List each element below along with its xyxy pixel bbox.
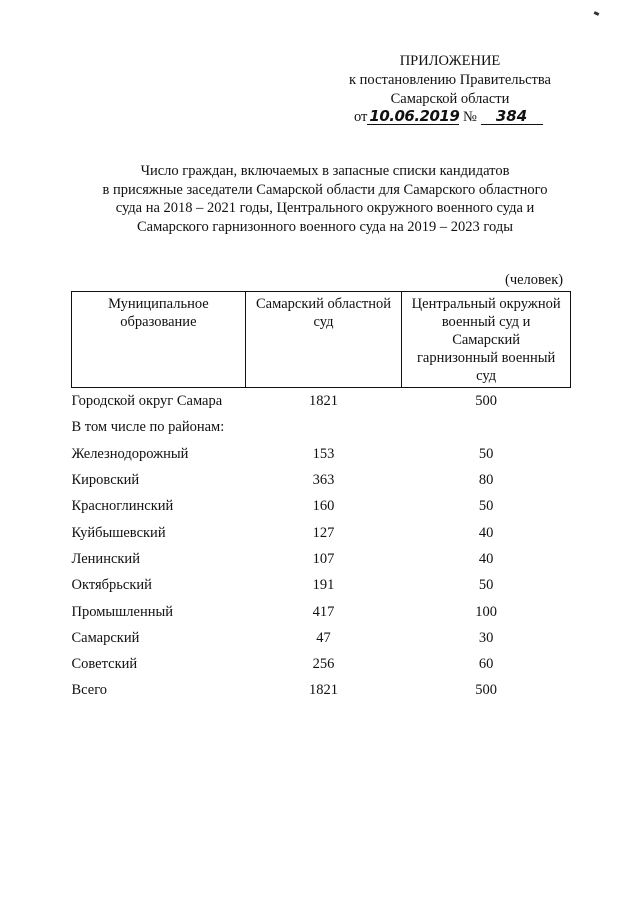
row-regional-value: 363 xyxy=(312,472,335,489)
table-row xyxy=(72,651,571,677)
row-name: Советский xyxy=(71,656,138,673)
row-name: Промышленный xyxy=(71,603,173,620)
row-military-value: 40 xyxy=(478,524,494,541)
row-military-value: 500 xyxy=(475,393,497,410)
appendix-line-resolution: к постановлению Правительства xyxy=(349,72,551,88)
row-name: Красноглинский xyxy=(71,498,174,515)
row-regional-value xyxy=(245,414,401,440)
row-name: Ленинский xyxy=(71,550,140,567)
title-line-3: суда на 2018 – 2021 годы, Центрального окружного военного суда и xyxy=(115,200,535,216)
number-sign: № xyxy=(463,109,477,125)
appendix-line-region: Самарской области xyxy=(390,91,510,107)
row-military-value: 100 xyxy=(475,603,497,620)
row-name: В том числе по районам: xyxy=(71,419,225,436)
header-municipality: Муниципальное образование xyxy=(72,292,246,388)
row-regional-value: 1821 xyxy=(309,682,339,699)
row-regional-value: 153 xyxy=(312,445,335,462)
header-military-courts: Центральный окружной военный суд и Самарский гарнизонный военный суд xyxy=(402,292,571,388)
row-military-value: 40 xyxy=(478,550,494,567)
title-line-2: в присяжные заседатели Самарской области для Самарского областного xyxy=(102,181,548,198)
units-label: (человек) xyxy=(505,272,564,288)
row-regional-value: 160 xyxy=(312,498,335,515)
header-regional-court: Самарский областной суд xyxy=(245,292,401,388)
appendix-block xyxy=(330,52,570,109)
row-military-value: 80 xyxy=(478,472,494,489)
row-military-value: 30 xyxy=(478,629,494,646)
date-prefix: от xyxy=(354,109,368,125)
table-row xyxy=(72,519,571,545)
table-row xyxy=(72,414,571,440)
row-regional-value: 127 xyxy=(312,524,335,541)
row-regional-value: 256 xyxy=(312,656,335,673)
row-military-value: 50 xyxy=(478,445,494,462)
row-name: Самарский xyxy=(71,629,140,646)
table-row xyxy=(72,441,571,467)
scan-mark xyxy=(594,11,600,16)
handwritten-number: 384 xyxy=(481,108,543,125)
row-name: Кировский xyxy=(71,472,140,489)
table-header-row xyxy=(72,292,571,388)
row-military-value: 500 xyxy=(475,682,497,699)
table-row xyxy=(72,546,571,572)
resolution-date-number xyxy=(354,108,543,127)
row-military-value: 50 xyxy=(478,498,494,515)
row-name: Железнодорожный xyxy=(71,445,189,462)
row-military-value xyxy=(402,414,571,440)
table-row xyxy=(72,467,571,493)
title-line-1: Число граждан, включаемых в запасные списки кандидатов xyxy=(140,163,510,179)
row-military-value: 50 xyxy=(478,577,494,594)
row-name: Городской округ Самара xyxy=(71,393,223,410)
appendix-title: ПРИЛОЖЕНИЕ xyxy=(399,53,501,69)
table-row xyxy=(72,625,571,651)
table-row xyxy=(72,388,571,415)
row-military-value: 60 xyxy=(478,656,494,673)
row-regional-value: 417 xyxy=(312,603,335,620)
table-row-total xyxy=(72,677,571,703)
row-regional-value: 191 xyxy=(312,577,335,594)
row-regional-value: 1821 xyxy=(309,393,339,410)
table-row xyxy=(72,572,571,598)
row-regional-value: 107 xyxy=(312,550,335,567)
row-regional-value: 47 xyxy=(316,629,331,646)
handwritten-date: 10.06.2019 xyxy=(369,107,460,125)
row-name: Куйбышевский xyxy=(71,524,166,541)
jurors-table xyxy=(71,291,571,704)
row-name: Октябрьский xyxy=(71,577,152,594)
table-row xyxy=(72,598,571,624)
document-title xyxy=(60,162,590,236)
row-name: Всего xyxy=(71,682,108,699)
title-line-4: Самарского гарнизонного военного суда на 2019 – 2023 годы xyxy=(137,218,513,235)
table-row xyxy=(72,493,571,519)
